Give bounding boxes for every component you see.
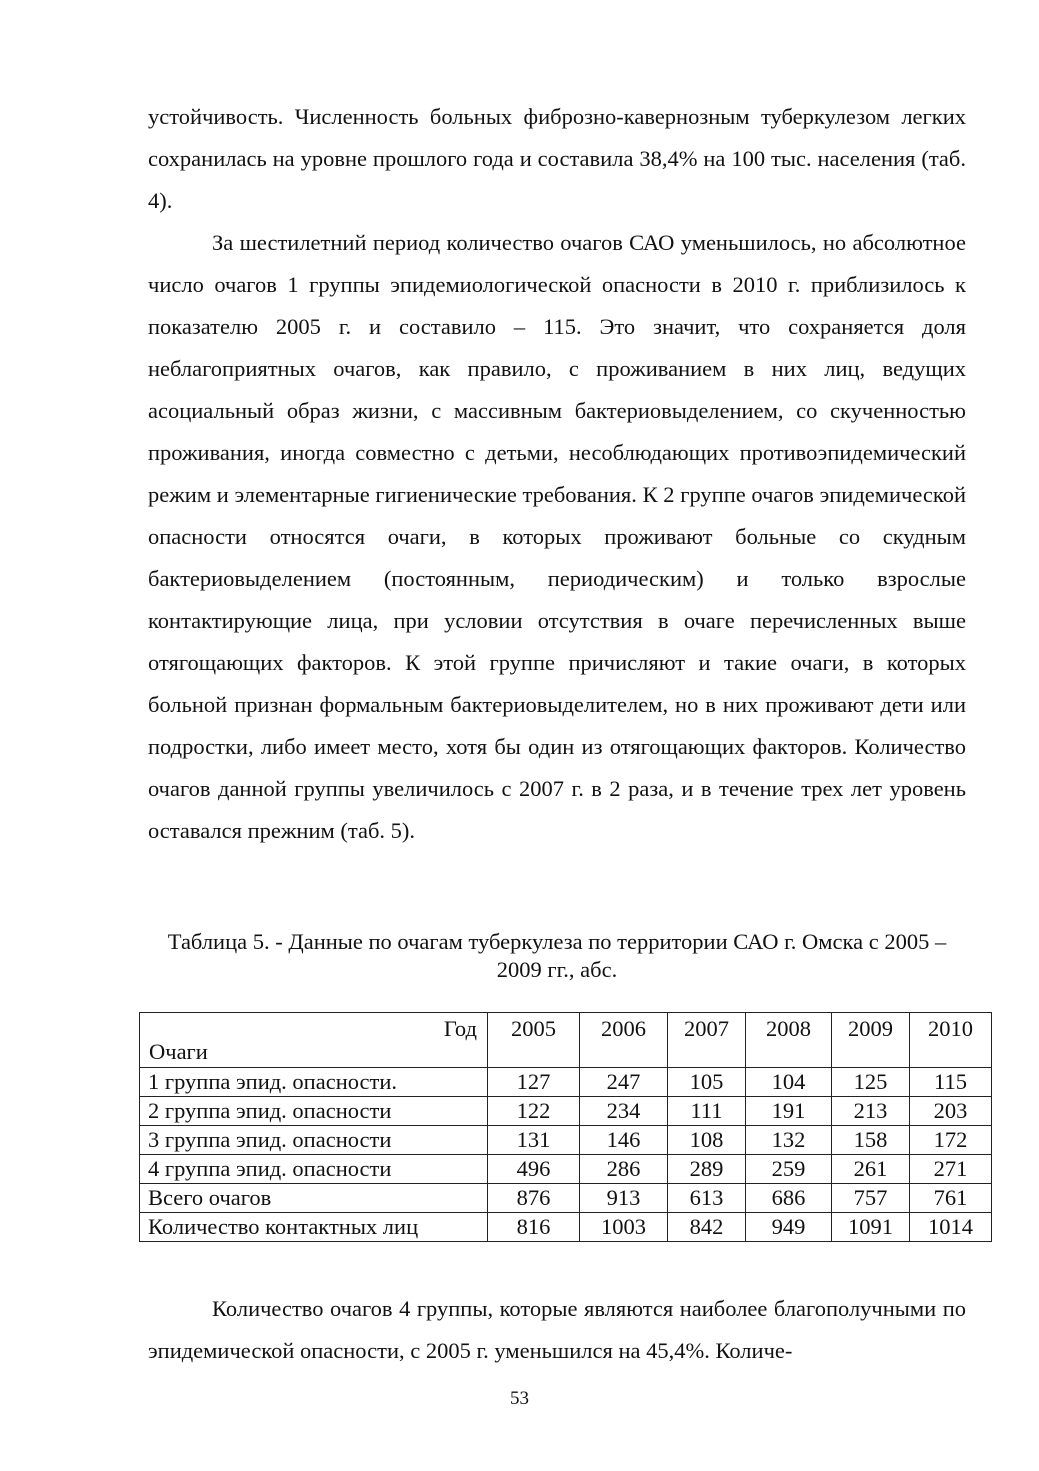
row-label: 2 группа эпид. опасности — [140, 1097, 488, 1126]
year-header: 2005 — [488, 1013, 580, 1068]
table-cell: 108 — [668, 1126, 746, 1155]
table-cell: 104 — [746, 1068, 832, 1097]
table-cell: 172 — [910, 1126, 992, 1155]
year-header: 2010 — [910, 1013, 992, 1068]
table-cell: 261 — [832, 1155, 910, 1184]
table-cell: 131 — [488, 1126, 580, 1155]
row-label: Количество контактных лиц — [140, 1213, 488, 1242]
table-row — [140, 1184, 992, 1213]
table-cell: 122 — [488, 1097, 580, 1126]
table-cell: 613 — [668, 1184, 746, 1213]
table-cell: 125 — [832, 1068, 910, 1097]
row-label: 1 группа эпид. опасности. — [140, 1068, 488, 1097]
foci-table — [139, 1012, 992, 1242]
table-cell: 105 — [668, 1068, 746, 1097]
table-cell: 111 — [668, 1097, 746, 1126]
paragraph-group4: Количество очагов 4 группы, которые являются наиболее благополучными по эпидемической опасности, с 2005 г. уменьшился на 45,4%. Количе- — [148, 1296, 966, 1363]
table-cell: 191 — [746, 1097, 832, 1126]
header-row-label: Очаги — [149, 1039, 208, 1064]
year-header: 2007 — [668, 1013, 746, 1068]
paragraph-continuation: устойчивость. Численность больных фиброзно-кавернозным туберкулезом легких сохранилась на уровне прошлого года и составила 38,4% на 100 тыс. населения (таб. 4). — [148, 104, 966, 213]
table-cell: 761 — [910, 1184, 992, 1213]
paragraph-foci-description: За шестилетний период количество очагов САО уменьшилось, но абсолютное число очагов 1 группы эпидемиологической опасности в 2010 г. приблизилось к показателю 2005 г. и составило – 115. Это значит, что сохраняется доля неблагоприятных очагов, как правило, с проживанием в них лиц, ведущих асоциальный образ жизни, с массивным бактериовыделением, со скученностью проживания, иногда совместно с детьми, несоблюдающих противоэпидемический режим и элементарные гигиенические требования. К 2 группе очагов эпидемической опасности относятся очаги, в которых проживают больные со скудным бактериовыделением (постоянным, периодическим) и только взрослые контактирующие лица, при условии отсутствия в очаге перечисленных выше отягощающих факторов. К этой группе причисляют и такие очаги, в которых больной признан формальным бактериовыделителем, но в них проживают дети или подростки, либо имеет место, хотя бы один из отягощающих факторов. Количество очагов данной группы увеличилось с 2007 г. в 2 раза, и в течение трех лет уровень оставался прежним (таб. 5). — [148, 230, 966, 843]
table-body — [140, 1068, 992, 1242]
table-cell: 289 — [668, 1155, 746, 1184]
table-row — [140, 1126, 992, 1155]
table-cell: 686 — [746, 1184, 832, 1213]
table-cell: 234 — [580, 1097, 668, 1126]
table-cell: 286 — [580, 1155, 668, 1184]
table-cell: 203 — [910, 1097, 992, 1126]
table-row — [140, 1097, 992, 1126]
row-label: 4 группа эпид. опасности — [140, 1155, 488, 1184]
table-cell: 115 — [910, 1068, 992, 1097]
table-cell: 271 — [910, 1155, 992, 1184]
table-cell: 247 — [580, 1068, 668, 1097]
table-cell: 213 — [832, 1097, 910, 1126]
table-header-row — [140, 1013, 992, 1068]
table-cell: 1003 — [580, 1213, 668, 1242]
table-cell: 757 — [832, 1184, 910, 1213]
table-cell: 816 — [488, 1213, 580, 1242]
table-row — [140, 1155, 992, 1184]
year-header: 2009 — [832, 1013, 910, 1068]
table-cell: 158 — [832, 1126, 910, 1155]
table-cell: 913 — [580, 1184, 668, 1213]
page-number: 53 — [510, 1388, 529, 1409]
table-corner-cell — [140, 1013, 488, 1068]
table-cell: 1014 — [910, 1213, 992, 1242]
table-cell: 876 — [488, 1184, 580, 1213]
row-label: Всего очагов — [140, 1184, 488, 1213]
year-header: 2006 — [580, 1013, 668, 1068]
table-row — [140, 1068, 992, 1097]
year-header: 2008 — [746, 1013, 832, 1068]
table-cell: 1091 — [832, 1213, 910, 1242]
table-cell: 842 — [668, 1213, 746, 1242]
table-cell: 146 — [580, 1126, 668, 1155]
row-label: 3 группа эпид. опасности — [140, 1126, 488, 1155]
table-cell: 127 — [488, 1068, 580, 1097]
table-cell: 259 — [746, 1155, 832, 1184]
header-year-label: Год — [443, 1016, 477, 1041]
table-caption: Таблица 5. - Данные по очагам туберкулеза по территории САО г. Омска с 2005 – 2009 гг., абс. — [167, 929, 947, 982]
table-cell: 132 — [746, 1126, 832, 1155]
table-row — [140, 1213, 992, 1242]
table-cell: 949 — [746, 1213, 832, 1242]
table-cell: 496 — [488, 1155, 580, 1184]
